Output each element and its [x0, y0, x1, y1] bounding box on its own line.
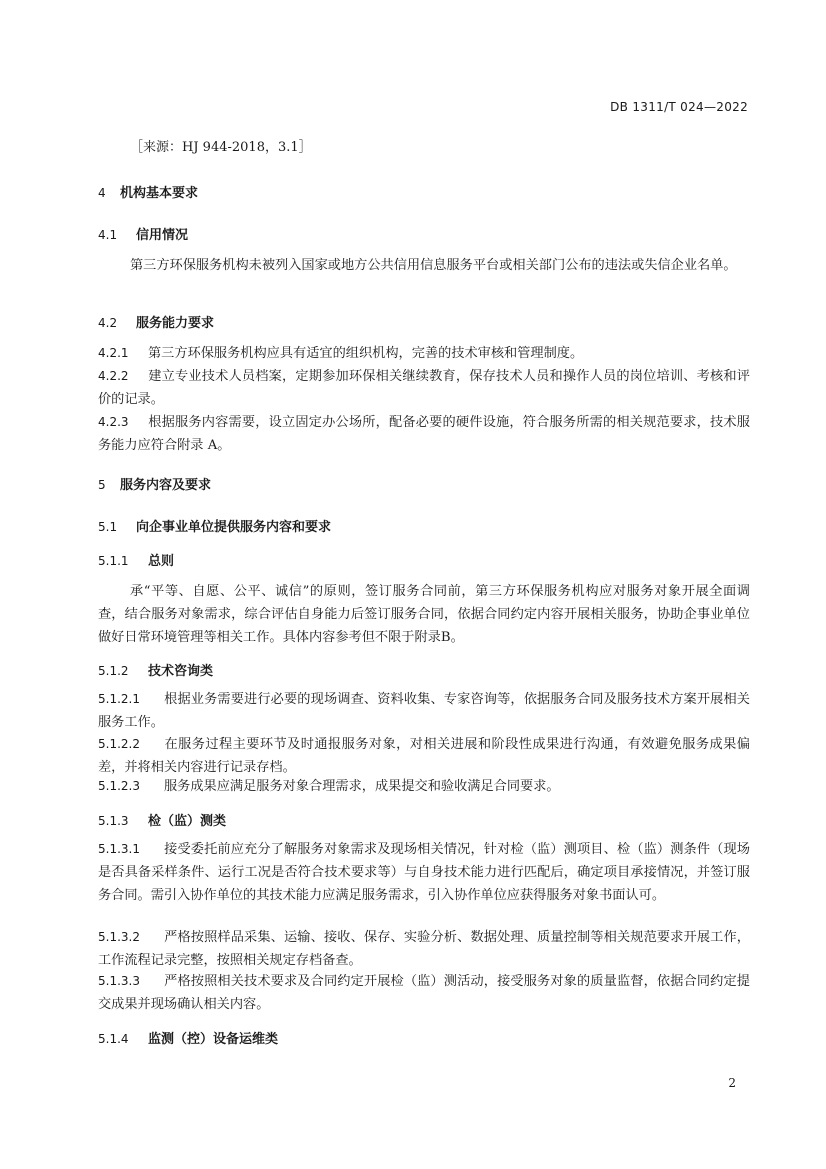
- clause-number: 5.1.3.2: [98, 930, 140, 944]
- clause-text: 接受委托前应充分了解服务对象需求及现场相关情况，针对检（监）测项目、检（监）测条件（现场是否具备采样条件、运行工况是否符合技术要求等）与自身技术能力进行匹配后，确定项目承接情况，并签订服务合同。需引入协作单位的其技术能力应满足服务需求，引入协作单位应获得服务对象书面认可。: [98, 842, 750, 903]
- section-number: 5.1.3: [98, 814, 129, 828]
- source-note: ［来源：HJ 944-2018，3.1］: [130, 140, 312, 155]
- section-number: 5.1: [98, 520, 118, 534]
- clause-text: 根据服务内容需要，设立固定办公场所，配备必要的硬件设施，符合服务所需的相关规范要求，技术服务能力应符合附录 A。: [98, 415, 750, 453]
- clause-number: 4.2.2: [98, 369, 129, 383]
- section-number: 5: [98, 478, 106, 492]
- section-4-2-heading: [98, 312, 214, 331]
- section-number: 4: [98, 186, 106, 200]
- paragraph-4-2-2: [98, 365, 750, 411]
- paragraph-5-1-1: 承“平等、自愿、公平、诚信”的原则，签订服务合同前，第三方环保服务机构应对服务对象开展全面调查，结合服务对象需求，综合评估自身能力后签订服务合同，依据合同约定内容开展相关服务，协助企事业单位做好日常环境管理等相关工作。具体内容参考但不限于附录B。: [98, 584, 750, 645]
- section-number: 4.2: [98, 316, 118, 330]
- section-title: 检（监）测类: [148, 814, 227, 829]
- section-number: 5.1.1: [98, 554, 129, 568]
- clause-text: 第三方环保服务机构应具有适宜的组织机构，完善的技术审核和管理制度。: [148, 346, 584, 361]
- section-title: 总则: [148, 554, 175, 569]
- paragraph-5-1-2-2: [98, 733, 750, 779]
- clause-text: 根据业务需要进行必要的现场调查、资料收集、专家咨询等，依据服务合同及服务技术方案开展相关服务工作。: [98, 692, 750, 730]
- section-5-1-heading: [98, 516, 331, 535]
- clause-number: 4.2.1: [98, 346, 129, 360]
- section-number: 5.1.4: [98, 1032, 129, 1046]
- clause-text: 建立专业技术人员档案，定期参加环保相关继续教育，保存技术人员和操作人员的岗位培训、考核和评价的记录。: [98, 369, 750, 407]
- section-4-heading: [98, 182, 198, 201]
- paragraph-4-2-3: [98, 411, 750, 457]
- paragraph-4-1: 第三方环保服务机构未被列入国家或地方公共信用信息服务平台或相关部门公布的违法或失信企业名单。: [130, 258, 737, 273]
- section-number: 5.1.2: [98, 664, 129, 678]
- page-number: 2: [728, 1076, 736, 1090]
- section-5-heading: [98, 474, 211, 493]
- paragraph-5-1-3-2: [98, 926, 750, 972]
- clause-number: 5.1.3.1: [98, 842, 140, 856]
- clause-text: 严格按照相关技术要求及合同约定开展检（监）测活动，接受服务对象的质量监督，依据合同约定提交成果并现场确认相关内容。: [98, 974, 750, 1012]
- clause-text: 在服务过程主要环节及时通报服务对象，对相关进展和阶段性成果进行沟通，有效避免服务成果偏差，并将相关内容进行记录存档。: [98, 737, 750, 775]
- section-5-1-1-heading: [98, 550, 174, 569]
- section-5-1-3-heading: [98, 810, 226, 829]
- document-id: DB 1311/T 024—2022: [610, 100, 748, 114]
- section-title: 机构基本要求: [120, 186, 199, 201]
- section-4-1-heading: [98, 224, 188, 243]
- section-5-1-2-heading: [98, 660, 213, 679]
- paragraph-4-2-1: [98, 342, 750, 365]
- paragraph-5-1-3-3: [98, 970, 750, 1016]
- clause-text: 服务成果应满足服务对象合理需求，成果提交和验收满足合同要求。: [164, 779, 560, 794]
- section-title: 监测（控）设备运维类: [148, 1032, 279, 1047]
- section-title: 服务能力要求: [136, 316, 215, 331]
- section-title: 向企事业单位提供服务内容和要求: [136, 520, 332, 535]
- clause-number: 5.1.3.3: [98, 974, 140, 988]
- section-title: 技术咨询类: [148, 664, 214, 679]
- clause-number: 5.1.2.1: [98, 692, 140, 706]
- clause-text: 严格按照样品采集、运输、接收、保存、实验分析、数据处理、质量控制等相关规范要求开展工作，工作流程记录完整，按照相关规定存档备查。: [98, 930, 750, 968]
- section-number: 4.1: [98, 228, 118, 242]
- paragraph-5-1-3-1: [98, 838, 750, 907]
- clause-number: 5.1.2.3: [98, 779, 140, 793]
- clause-number: 5.1.2.2: [98, 737, 140, 751]
- section-5-1-4-heading: [98, 1028, 278, 1047]
- paragraph-5-1-2-3: [98, 775, 750, 798]
- section-title: 服务内容及要求: [120, 478, 212, 493]
- section-title: 信用情况: [136, 228, 189, 243]
- paragraph-5-1-2-1: [98, 688, 750, 734]
- clause-number: 4.2.3: [98, 415, 129, 429]
